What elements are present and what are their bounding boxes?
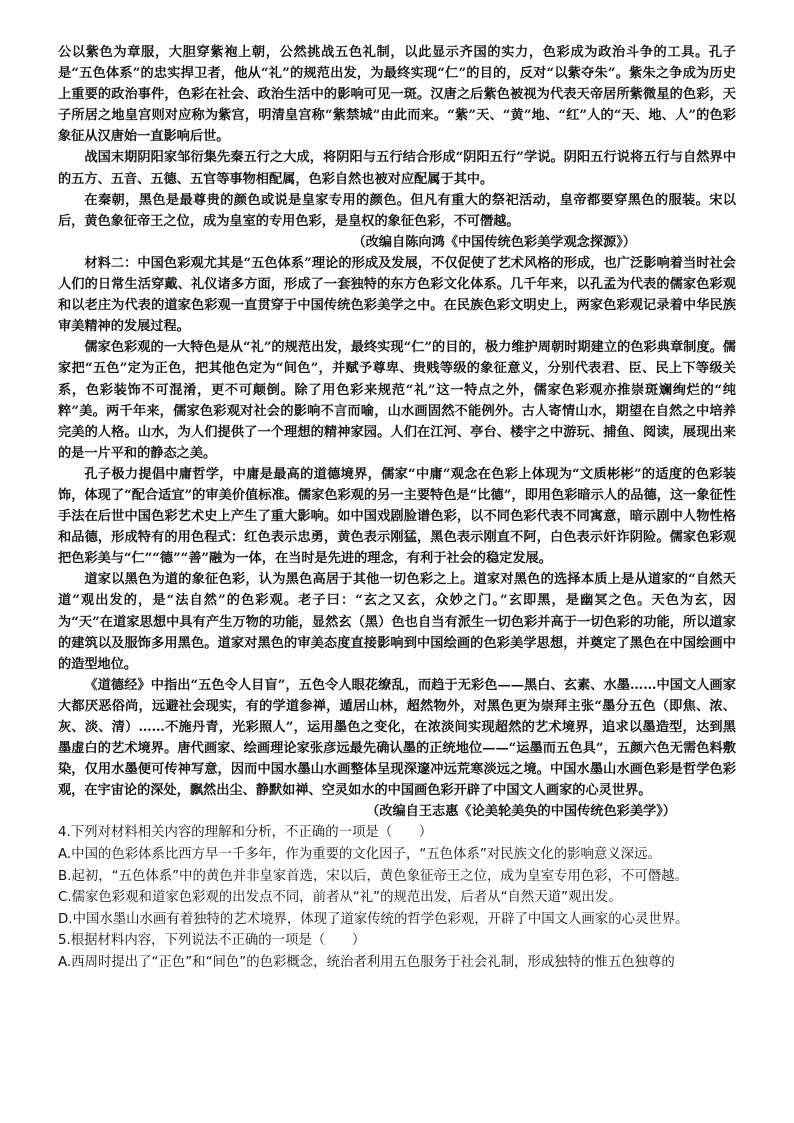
passage-paragraph: 孔子极力提倡中庸哲学，中庸是最高的道德境界，儒家“中庸”观念在色彩上体现为“文质彬彬”的适度的色彩装饰，体现了“配合适宜”的审美价值标准。儒家色彩观的另一主要特色是“比德”，即用色彩暗示人的品德，这一象征性手法在后世中国色彩艺术史上产生了重大影响。如中国戏剧脸谱色彩，以不同色彩代表不同寓意，暗示剧中人物性格和品德，形成特有的用色程式：红色表示忠勇，黄色表示刚猛，黑色表示刚直不阿，白色表示奸诈阴险。儒家色彩观把色彩美与“仁”“德”“善”融为一体，在当时是先进的理念，有利于社会的稳定发展。 [58,466,736,567]
question-4-option-d: D.中国水墨山水画有着独特的艺术境界，体现了道家传统的哲学色彩观，开辟了中国文人画家的心灵世界。 [58,911,689,927]
question-5-stem: 5.根据材料内容，下列说法不正确的一项是（ ） [58,933,366,949]
source-citation: （改编自陈向鸿《中国传统色彩美学观念探源》） [352,234,636,250]
question-4-option-b: B.起初，“五色体系”中的黄色并非皇家首选，宋以后，黄色象征帝王之位，成为皇室专用色彩，不可僭越。 [58,868,688,884]
passage-paragraph: 道家以黑色为道的象征色彩，认为黑色高居于其他一切色彩之上。道家对黑色的选择本质上是从道家的“自然天道”观出发的，是“法自然”的色彩观。老子曰：“玄之又玄，众妙之门。”玄即黑，是幽冥之色。天色为玄，因为“天”在道家思想中具有产生万物的功能，显然玄（黑）色也自当有派生一切色彩并高于一切色彩的功能，所以道家的建筑以及服饰多用黑色。道家对黑色的审美态度直接影响到中国绘画的色彩美学思想，并奠定了黑色在中国绘画中的造型地位。 [58,572,736,672]
source-citation: （改编自王志惠《论美轮美奂的中国传统色彩美学》） [366,804,676,820]
passage-paragraph: 在秦朝，黑色是最尊贵的颜色或说是皇家专用的颜色。但凡有重大的祭祀活动，皇帝都要穿黑色的服装。宋以后，黄色象征帝王之位，成为皇室的专用色彩，是皇权的象征色彩，不可僭越。 [58,192,736,229]
question-5-option-a: A.西周时提出了“正色”和“间色”的色彩概念，统治者利用五色服务于社会礼制，形成独特的惟五色独尊的 [58,955,675,971]
question-4-option-a: A.中国的色彩体系比西方早一千多年，作为重要的文化因子，“五色体系”对民族文化的影响意义深远。 [58,847,661,863]
question-4-option-c: C.儒家色彩观和道家色彩观的出发点不同，前者从“礼”的规范出发，后者从“自然天道”观出发。 [58,890,622,906]
question-4-stem: 4.下列对材料相关内容的理解和分析，不正确的一项是（ ） [58,825,433,841]
material-two-paragraph: 材料二：中国色彩观尤其是“五色体系”理论的形成及发展，不仅促使了艺术风格的形成，也广泛影响着当时社会人们的日常生活穿戴、礼仪诸多方面，形成了一套独特的东方色彩文化体系。几千年来，以孔孟为代表的儒家色彩观和以老庄为代表的道家色彩观一直贯穿于中国传统色彩美学之中。在民族色彩文明史上，两家色彩观记录着中华民族审美精神的发展过程。 [58,255,736,335]
passage-paragraph: 儒家色彩观的一大特色是从“礼”的规范出发，最终实现“仁”的目的，极力维护周朝时期建立的色彩典章制度。儒家把“五色”定为正色，把其他色定为“间色”，并赋予尊卑、贵贱等级的象征意义，分别代表君、臣、民上下等级关系，色彩装饰不可混淆，更不可颠倒。除了用色彩来规范“礼”这一特点之外，儒家色彩观亦推崇斑斓绚烂的“纯粹”美。两千年来，儒家色彩观对社会的影响不言而喻，山水画固然不能例外。古人寄情山水，期望在自然之中培养完美的人格。山水，为人们提供了一个理想的精神家园。人们在江河、亭台、楼宇之中游玩、捕鱼、阅读，展现出来的是一片平和的静态之美。 [58,340,736,461]
passage-paragraph: 《道德经》中指出“五色令人目盲”，五色令人眼花缭乱，而趋于无彩色——黑白、玄素、水墨……中国文人画家大都厌恶俗尚，远避社会现实，有的学道参禅，遁居山林，超然物外，对黑色更为崇拜主张“墨分五色（即焦、浓、灰、淡、清）……不施丹青，光彩照人”，运用墨色之变化，在浓淡间实现超然的艺术境界，追求以墨造型，达到黑墨虚白的艺术境界。唐代画家、绘画理论家张彦远最先确认墨的正统地位——“运墨而五色具”，五颜六色无需色料敷染，仅用水墨便可传神写意，因而中国水墨山水画整体呈现深邃冲远荒寒淡远之境。中国水墨山水画色彩是哲学色彩观，在宇宙论的深处，飘然出尘、静默如禅、空灵如水的中国画色彩开辟了中国文人画家的心灵世界。 [58,677,736,799]
passage-paragraph: 公以紫色为章服，大胆穿紫袍上朝，公然挑战五色礼制，以此显示齐国的实力，色彩成为政治斗争的工具。孔子是“五色体系”的忠实捍卫者，他从“礼”的规范出发，为最终实现“仁”的目的，反对“以紫夺朱”。紫朱之争成为历史上重要的政治事件，色彩在社会、政治生活中的影响可见一斑。汉唐之后紫色被视为代表天帝居所紫微星的色彩，天子所居之地皇宫则对应称为紫宫，明清皇宫称“紫禁城”由此而来。“紫”天、“黄”地、“红”人的“天、地、人”的色彩象征从汉唐始一直影响后世。 [58,45,736,145]
passage-paragraph: 战国末期阴阳家邹衍集先秦五行之大成，将阴阳与五行结合形成“阴阳五行”学说。阴阳五行说将五行与自然界中的五方、五音、五德、五官等事物相配属，色彩自然也被对应配属于其中。 [58,150,736,187]
